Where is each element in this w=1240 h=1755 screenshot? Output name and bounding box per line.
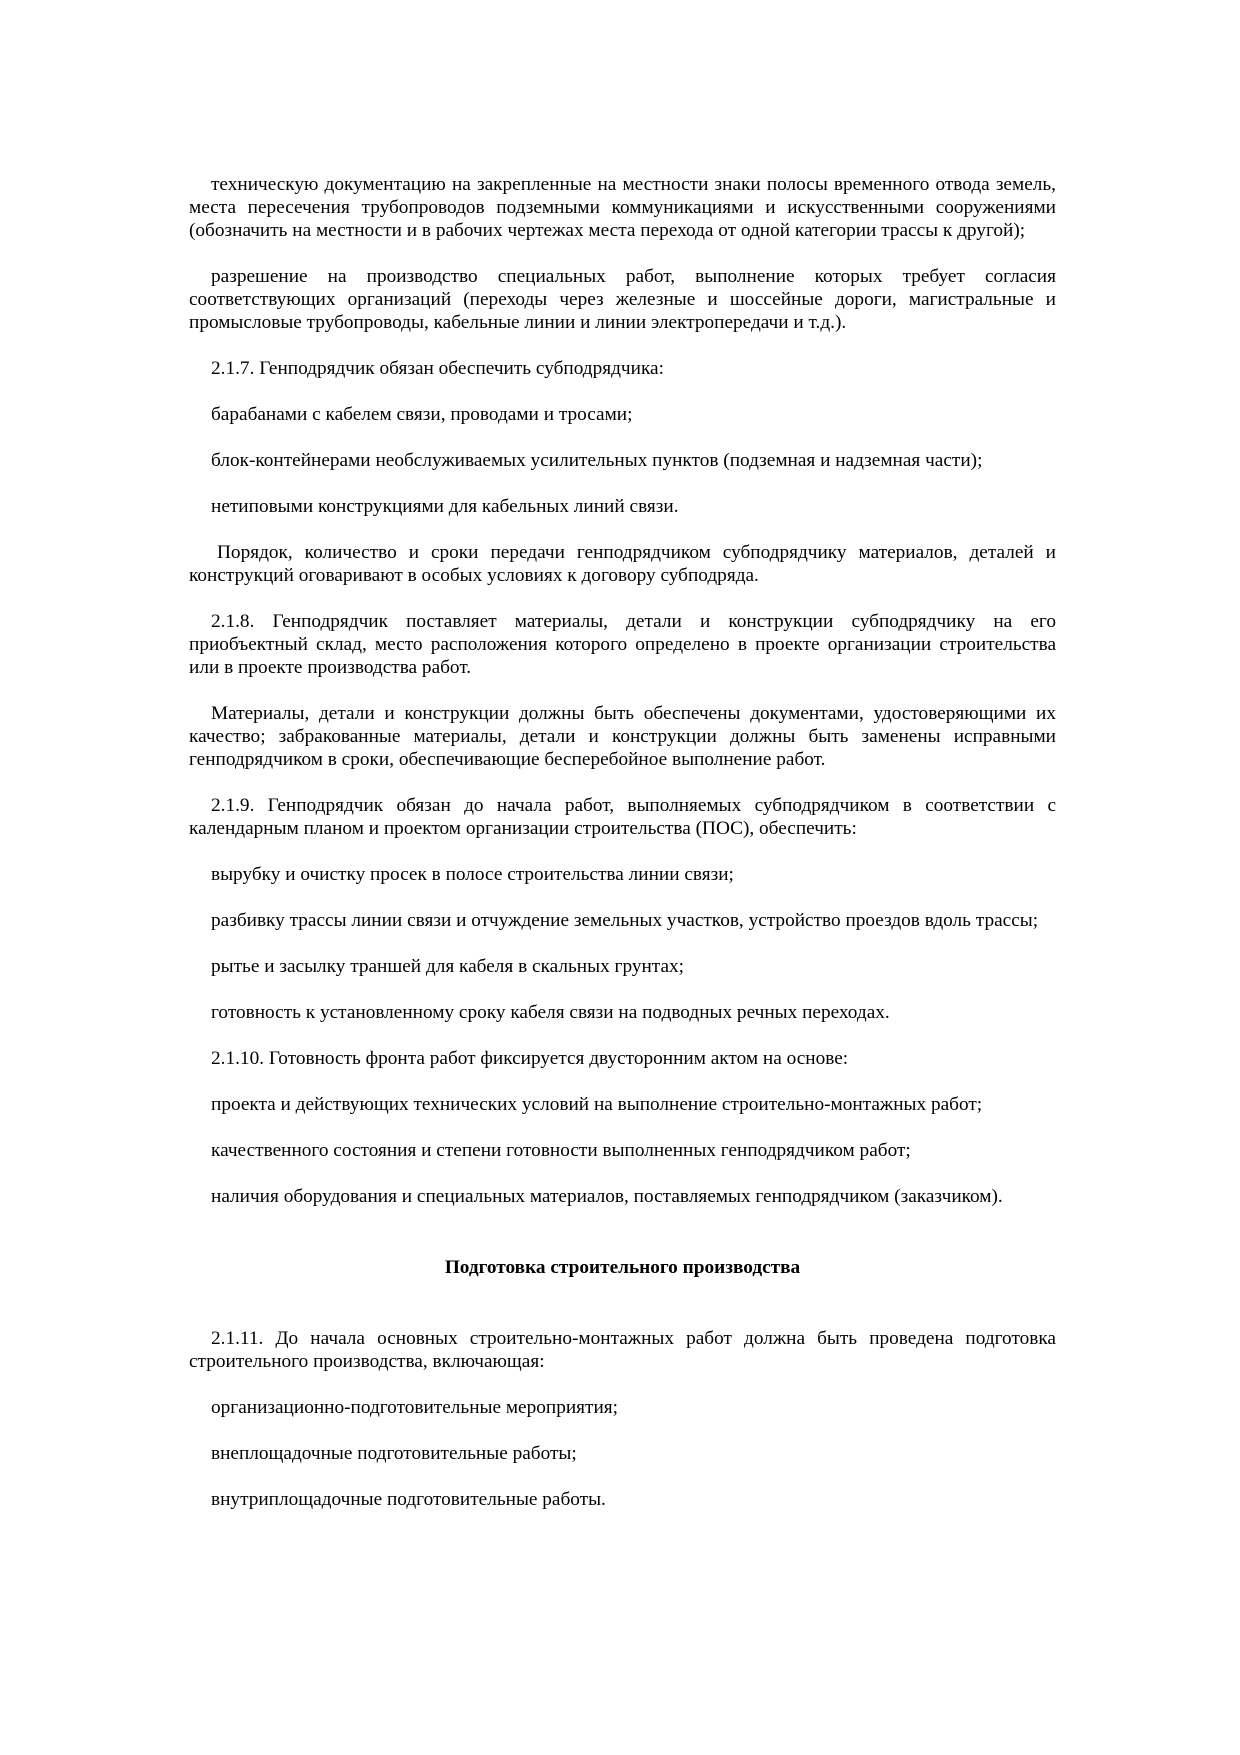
paragraph: 2.1.11. До начала основных строительно-монтажных работ должна быть проведена подготовка строительного производства, включающая: [189,1328,1056,1372]
paragraph: техническую документацию на закрепленные на местности знаки полосы временного отвода земель, места пересечения трубопроводов подземными коммуникациями и искусственными сооружениями (обозначить на местности и в рабочих чертежах места перехода от одной категории трассы к другой); [189,174,1056,241]
paragraph: готовность к установленному сроку кабеля связи на подводных речных переходах. [211,1002,890,1023]
paragraph: внутриплощадочные подготовительные работы. [211,1489,606,1510]
paragraph: разрешение на производство специальных работ, выполнение которых требует согласия соответствующих организаций (переходы через железные и шоссейные дороги, магистральные и промысловые трубопроводы, кабельные линии и линии электропередачи и т.д.). [189,266,1056,333]
document-body [189,173,1056,1534]
paragraph: 2.1.10. Готовность фронта работ фиксируется двусторонним актом на основе: [211,1048,849,1069]
paragraph: Порядок, количество и сроки передачи генподрядчиком субподрядчику материалов, деталей и конструкций оговаривают в особых условиях к договору субподряда. [189,542,1056,586]
paragraph: 2.1.8. Генподрядчик поставляет материалы, детали и конструкции субподрядчику на его приобъектный склад, место расположения которого определено в проекте организации строительства или в проекте производства работ. [189,611,1056,678]
paragraph: проекта и действующих технических условий на выполнение строительно-монтажных работ; [211,1094,983,1115]
paragraph: блок-контейнерами необслуживаемых усилительных пунктов (подземная и надземная части); [211,450,983,471]
paragraph: 2.1.7. Генподрядчик обязан обеспечить субподрядчика: [211,358,664,379]
section-heading: Подготовка строительного производства [444,1257,801,1278]
paragraph: 2.1.9. Генподрядчик обязан до начала работ, выполняемых субподрядчиком в соответствии с календарным планом и проектом организации строительства (ПОС), обеспечить: [189,795,1056,839]
paragraph: нетиповыми конструкциями для кабельных линий связи. [211,496,679,517]
paragraph: наличия оборудования и специальных материалов, поставляемых генподрядчиком (заказчиком). [211,1186,1003,1207]
paragraph: внеплощадочные подготовительные работы; [211,1443,577,1464]
paragraph: качественного состояния и степени готовности выполненных генподрядчиком работ; [211,1140,911,1161]
paragraph: разбивку трассы линии связи и отчуждение земельных участков, устройство проездов вдоль трассы; [211,910,1039,931]
paragraph: вырубку и очистку просек в полосе строительства линии связи; [211,864,734,885]
paragraph: Материалы, детали и конструкции должны быть обеспечены документами, удостоверяющими их качество; забракованные материалы, детали и конструкции должны быть заменены исправными генподрядчиком в сроки, обеспечивающие бесперебойное выполнение работ. [189,703,1056,770]
paragraph: барабанами с кабелем связи, проводами и тросами; [211,404,633,425]
paragraph: рытье и засылку траншей для кабеля в скальных грунтах; [211,956,685,977]
paragraph: организационно-подготовительные мероприятия; [211,1397,619,1418]
